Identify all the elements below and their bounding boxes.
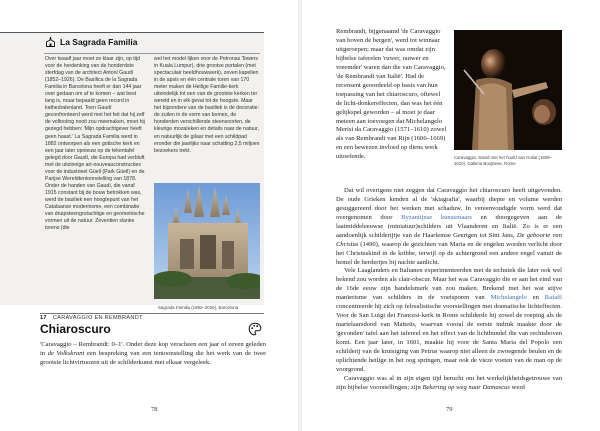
section-title: Chiaroscuro bbox=[40, 322, 111, 336]
box-column-1: Over twaalf jaar moet ze klaar zijn, op tijd voor de herdenking van de honderdste sterfdag van de architect Antoni Gaudí (1852–1926). De Basílica de la Sagrada Familia in Barcelona heeft er dan 144 jaar over gedaan om af te komen – wat best lang is, maar bepaald geen record in kathedralenland. Toen Gaudí geconfronteerd werd met het feit dat hij zelf de voltooiing nooit zou meemaken, moet hij gezegd hebben: 'Mijn opdrachtgever heeft geen haast.' La Sagrada Familia werd in 1882 ontworpen als een gotische kerk en een jaar later opnieuw op de tekentafel gelegd door Gaudí, die Europa had verbluft met de uitzinnige art-nouveauconstructies voor de industrieel Güell (Park Güell) en de Parijse Wereldtentoonstelling van 1878. Onder de handen van Gaudí, die vanaf 1915 constant bij de bouw betrokken was, werd de basiliek een hoogtepunt van het Catalaanse modernisme, een combinatie van druipsteengrotachtige en geometrische vormen uit de natuur. Zeventien slanke torens (die bbox=[45, 56, 145, 232]
box-divider bbox=[44, 53, 260, 54]
book-gutter bbox=[298, 0, 302, 431]
paragraph-1: Dat wil overigens niet zeggen dat Caravaggio het chiaroscuro heeft uitgevonden. De oude Grieken kenden al de 'skiagrafia', waarbij diepte en volume werden gesuggereerd door het werken met schaduw. In vereenvoudigde vorm werd dat overgenomen door Byzantijnse kunstenaars en doorgegeven aan de laatmiddeleeuwse (miniatuur)schilders uit Vlaanderen en Italië. Zo is er een aandoenlijk schilderijtje van de Haarlemse Geertgen tot Sint Jans, De geboorte van Christus (1490), waarop de gezichten van Maria en de engelen worden verlicht door het Christuskind in de kribbe, terwijl op de achtergrond een andere engel vanuit de hemel de herdertjes bij nachte aanlicht. bbox=[336, 187, 562, 266]
right-body-text bbox=[336, 187, 562, 393]
chapter-header bbox=[40, 315, 143, 321]
page-number-left: 78 bbox=[151, 406, 158, 413]
link-byzantine-artists[interactable]: Byzantijnse kunstenaars bbox=[401, 213, 472, 221]
box-title: La Sagrada Familia bbox=[60, 37, 138, 47]
link-michelangelo[interactable]: Michelangelo bbox=[490, 294, 527, 302]
box-header bbox=[45, 37, 137, 47]
photo-caption: Sagrada Familia (1882–2026), Barcelona bbox=[158, 305, 239, 310]
paint-palette-icon bbox=[248, 322, 262, 336]
sagrada-familia-photo bbox=[154, 183, 260, 299]
box-column-2: wel het model lijken voor de Petronas Towers in Kuala Lumpur), drie grootse portalen (met spectaculair beeldhouwwerk), zeven kapellen in de apsis en één centrale toren van 170 meter maken de Heilige Familie-kerk uiteindelijk tot een van de grootste kerken ter wereld en in elk geval tot de hoogste. Maar het bijzondere van de basiliek is de decoratie: de zuilen in de vorm van bomen, de honderden verschillende steensoorten, de kleurige mozaïeken en details naar de natuur, en natuurlijk de gilaar met een schildpad eronder die jaarlijks naar schatting 2,5 miljoen bezoekers trekt. bbox=[154, 56, 260, 154]
paragraph-2: Vele Laaglanders en Italianen experimenteerden met de techniek die later ook wel bekend zou worden als clair-obscur. Maar het was Caravaggio die er aan het eind van de 16de eeuw zijn handelsmerk van zou maken. Brekend met het wat stijve manïerisme van schilders in de voetsporen van Michelangelo en Rafaël concentreerde hij zich op felrealistische voorstellingen met dramatische lichteffecten. Voor de San Luigi dei Francesi-kerk in Rome schilderde hij zowel de roeping als de martelaarsdood van Matteüs, waarvan vooral de eerste indruk maakte door de 'gevonden' tafel aan het tafereel en het effect van de lichtbundel die van rechtsboven komt. Een jaar later, in 1601, maakte hij voor de Santa Maria del Popolo een schilderij van de kruisiging van Petrus waarop niet alleen de zwoegende beulen en de oplichtende heilige in het oog springen, maar ook de vieze voeten van de man op de voorgrond. bbox=[336, 267, 562, 373]
page-number-right: 79 bbox=[446, 406, 453, 413]
link-rafael[interactable]: Rafaël bbox=[544, 294, 562, 302]
painting-caption: Caravaggio, David met het hoofd van Goliat (1609–1610), Galleria Borghese, Rome bbox=[454, 155, 552, 166]
chapter-number: 17 bbox=[40, 315, 47, 321]
caravaggio-david-painting bbox=[454, 30, 562, 150]
right-top-column: Rembrandt, bijgenaamd 'de Caravaggio van boven de bergen', werd tot winnaar uitgeroepen; maar dat was omdat zijn bijbelse taferelen 'ruwer, rauwer en vreemder' waren dan die van Caravaggio, 'de Rembrandt van Italië'. Had de recensent geoordeeld op basis van hun toepassing van het chiaroscuro, oftewel de licht-donkereffecten, dan was het één gelijkspel geworden – al moet je daar meteen aan toevoegen dat Michelangelo Merisi da Caravaggio (1571–1610) zowel als van Rembrandt van Rijn (1606–1669) en een bewezen invloed op diens werk uitoefende. bbox=[336, 28, 447, 161]
chapter-rule bbox=[40, 313, 264, 314]
church-icon bbox=[45, 37, 56, 47]
chapter-label: CARAVAGGIO EN REMBRANDT bbox=[52, 315, 143, 321]
paragraph-3: Caravaggio was al in zijn eigen tijd berucht om het werkelijkheidsgetrouwe van zijn bijbelse voorstellingen; zijn Bekering op weg naar Damascus werd bbox=[336, 374, 562, 391]
section-body-text: 'Caravaggio – Rembrandt: 0–1'. Onder deze kop verscheen een jaar of zeven geleden in de Volkskrant een bespreking van een tentoonstelling die het werk van de twee grootste lichtvirtuozen uit de schilderkunst met elkaar vergeleek. bbox=[40, 341, 267, 366]
